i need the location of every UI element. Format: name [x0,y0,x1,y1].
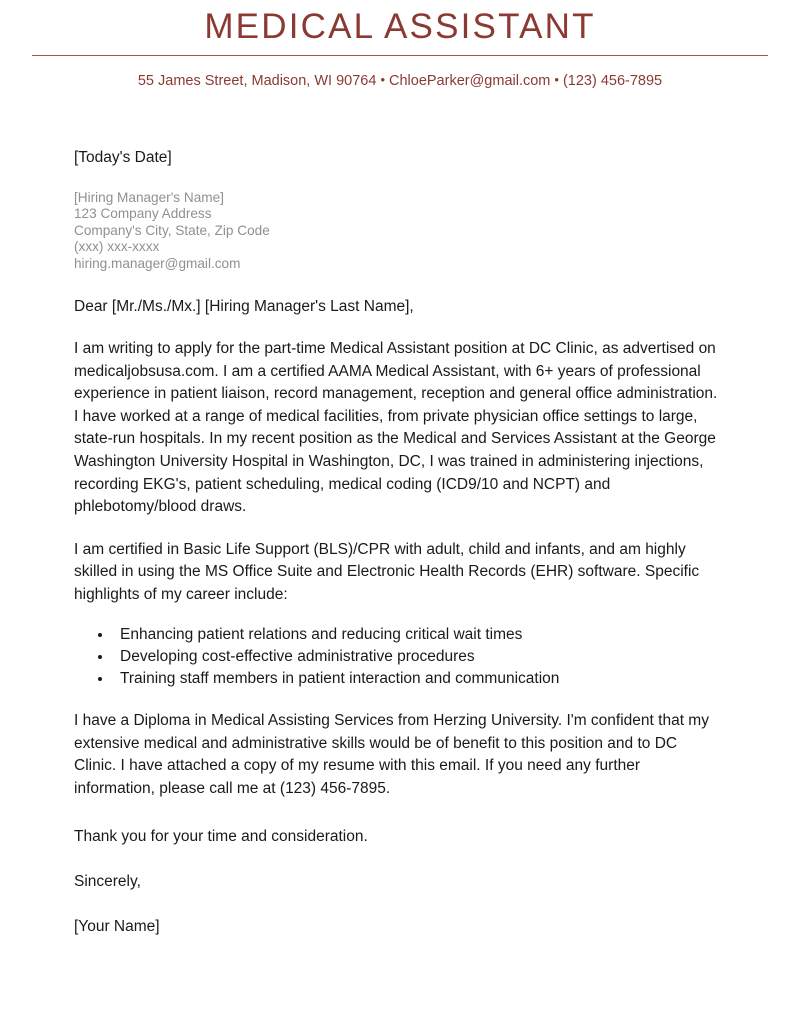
recipient-phone[interactable]: (xxx) xxx-xxxx [74,239,160,255]
contact-line [0,70,800,91]
list-item-label: Developing cost-effective administrative procedures [120,647,475,665]
recipient-city-state-zip[interactable]: Company's City, State, Zip Code [74,222,270,238]
date-placeholder[interactable]: [Today's Date] [74,149,172,166]
body-paragraph-3: I have a Diploma in Medical Assisting Services from Herzing University. I'm confident that my extensive medical and administrative skills would be of benefit to this position and to DC Clinic. I have attached a copy of my resume with this email. If you need any further information, please call me at (123) 456-7895. [74,712,709,797]
list-item [74,668,722,690]
list-item [74,646,722,668]
body-paragraph-1: I am writing to apply for the part-time Medical Assistant position at DC Clinic, as advertised on medicaljobsusa.com. I am a certified AAMA Medical Assistant, with 6+ years of professional experience in patient liaison, record management, reception and general office administration. I have worked at a range of medical facilities, from private physician office settings to large, state-run hospitals. In my recent position as the Medical and Services Assistant at the George Washington University Hospital in Washington, DC, I was trained in administering injections, recording EKG's, patient scheduling, medical coding (ICD9/10 and NCPT) and phlebotomy/blood draws. [74,340,718,516]
list-item [74,624,722,646]
contact-separator-1: • [380,72,385,87]
recipient-email[interactable]: hiring.manager@gmail.com [74,255,241,271]
bullet-icon [98,655,102,659]
recipient-name[interactable]: [Hiring Manager's Name] [74,190,224,205]
page-title: MEDICAL ASSISTANT [204,7,596,46]
closing-thanks: Thank you for your time and consideration. [74,827,368,845]
bullet-icon [98,633,102,637]
list-item-label: Enhancing patient relations and reducing critical wait times [120,625,523,643]
contact-phone: (123) 456-7895 [562,73,663,89]
recipient-address[interactable]: 123 Company Address [74,206,212,222]
salutation: Dear [Mr./Ms./Mx.] [Hiring Manager's Last Name], [74,298,414,316]
header-divider [32,55,768,56]
bullet-icon [98,677,102,681]
contact-email[interactable]: ChloeParker@gmail.com [389,73,551,89]
closing-signoff: Sincerely, [74,872,141,890]
recipient-block [74,190,722,272]
career-highlights-list [74,624,722,691]
signature-name-placeholder[interactable]: [Your Name] [74,917,160,935]
contact-separator-2: • [554,72,559,87]
letter-body [0,147,800,938]
contact-address: 55 James Street, Madison, WI 90764 [137,73,377,89]
letter-header [0,0,800,91]
body-paragraph-2: I am certified in Basic Life Support (BLS)/CPR with adult, child and infants, and am highly skilled in using the MS Office Suite and Electronic Health Records (EHR) software. Specific highlights of my career include: [74,540,700,603]
list-item-label: Training staff members in patient interaction and communication [120,669,560,687]
